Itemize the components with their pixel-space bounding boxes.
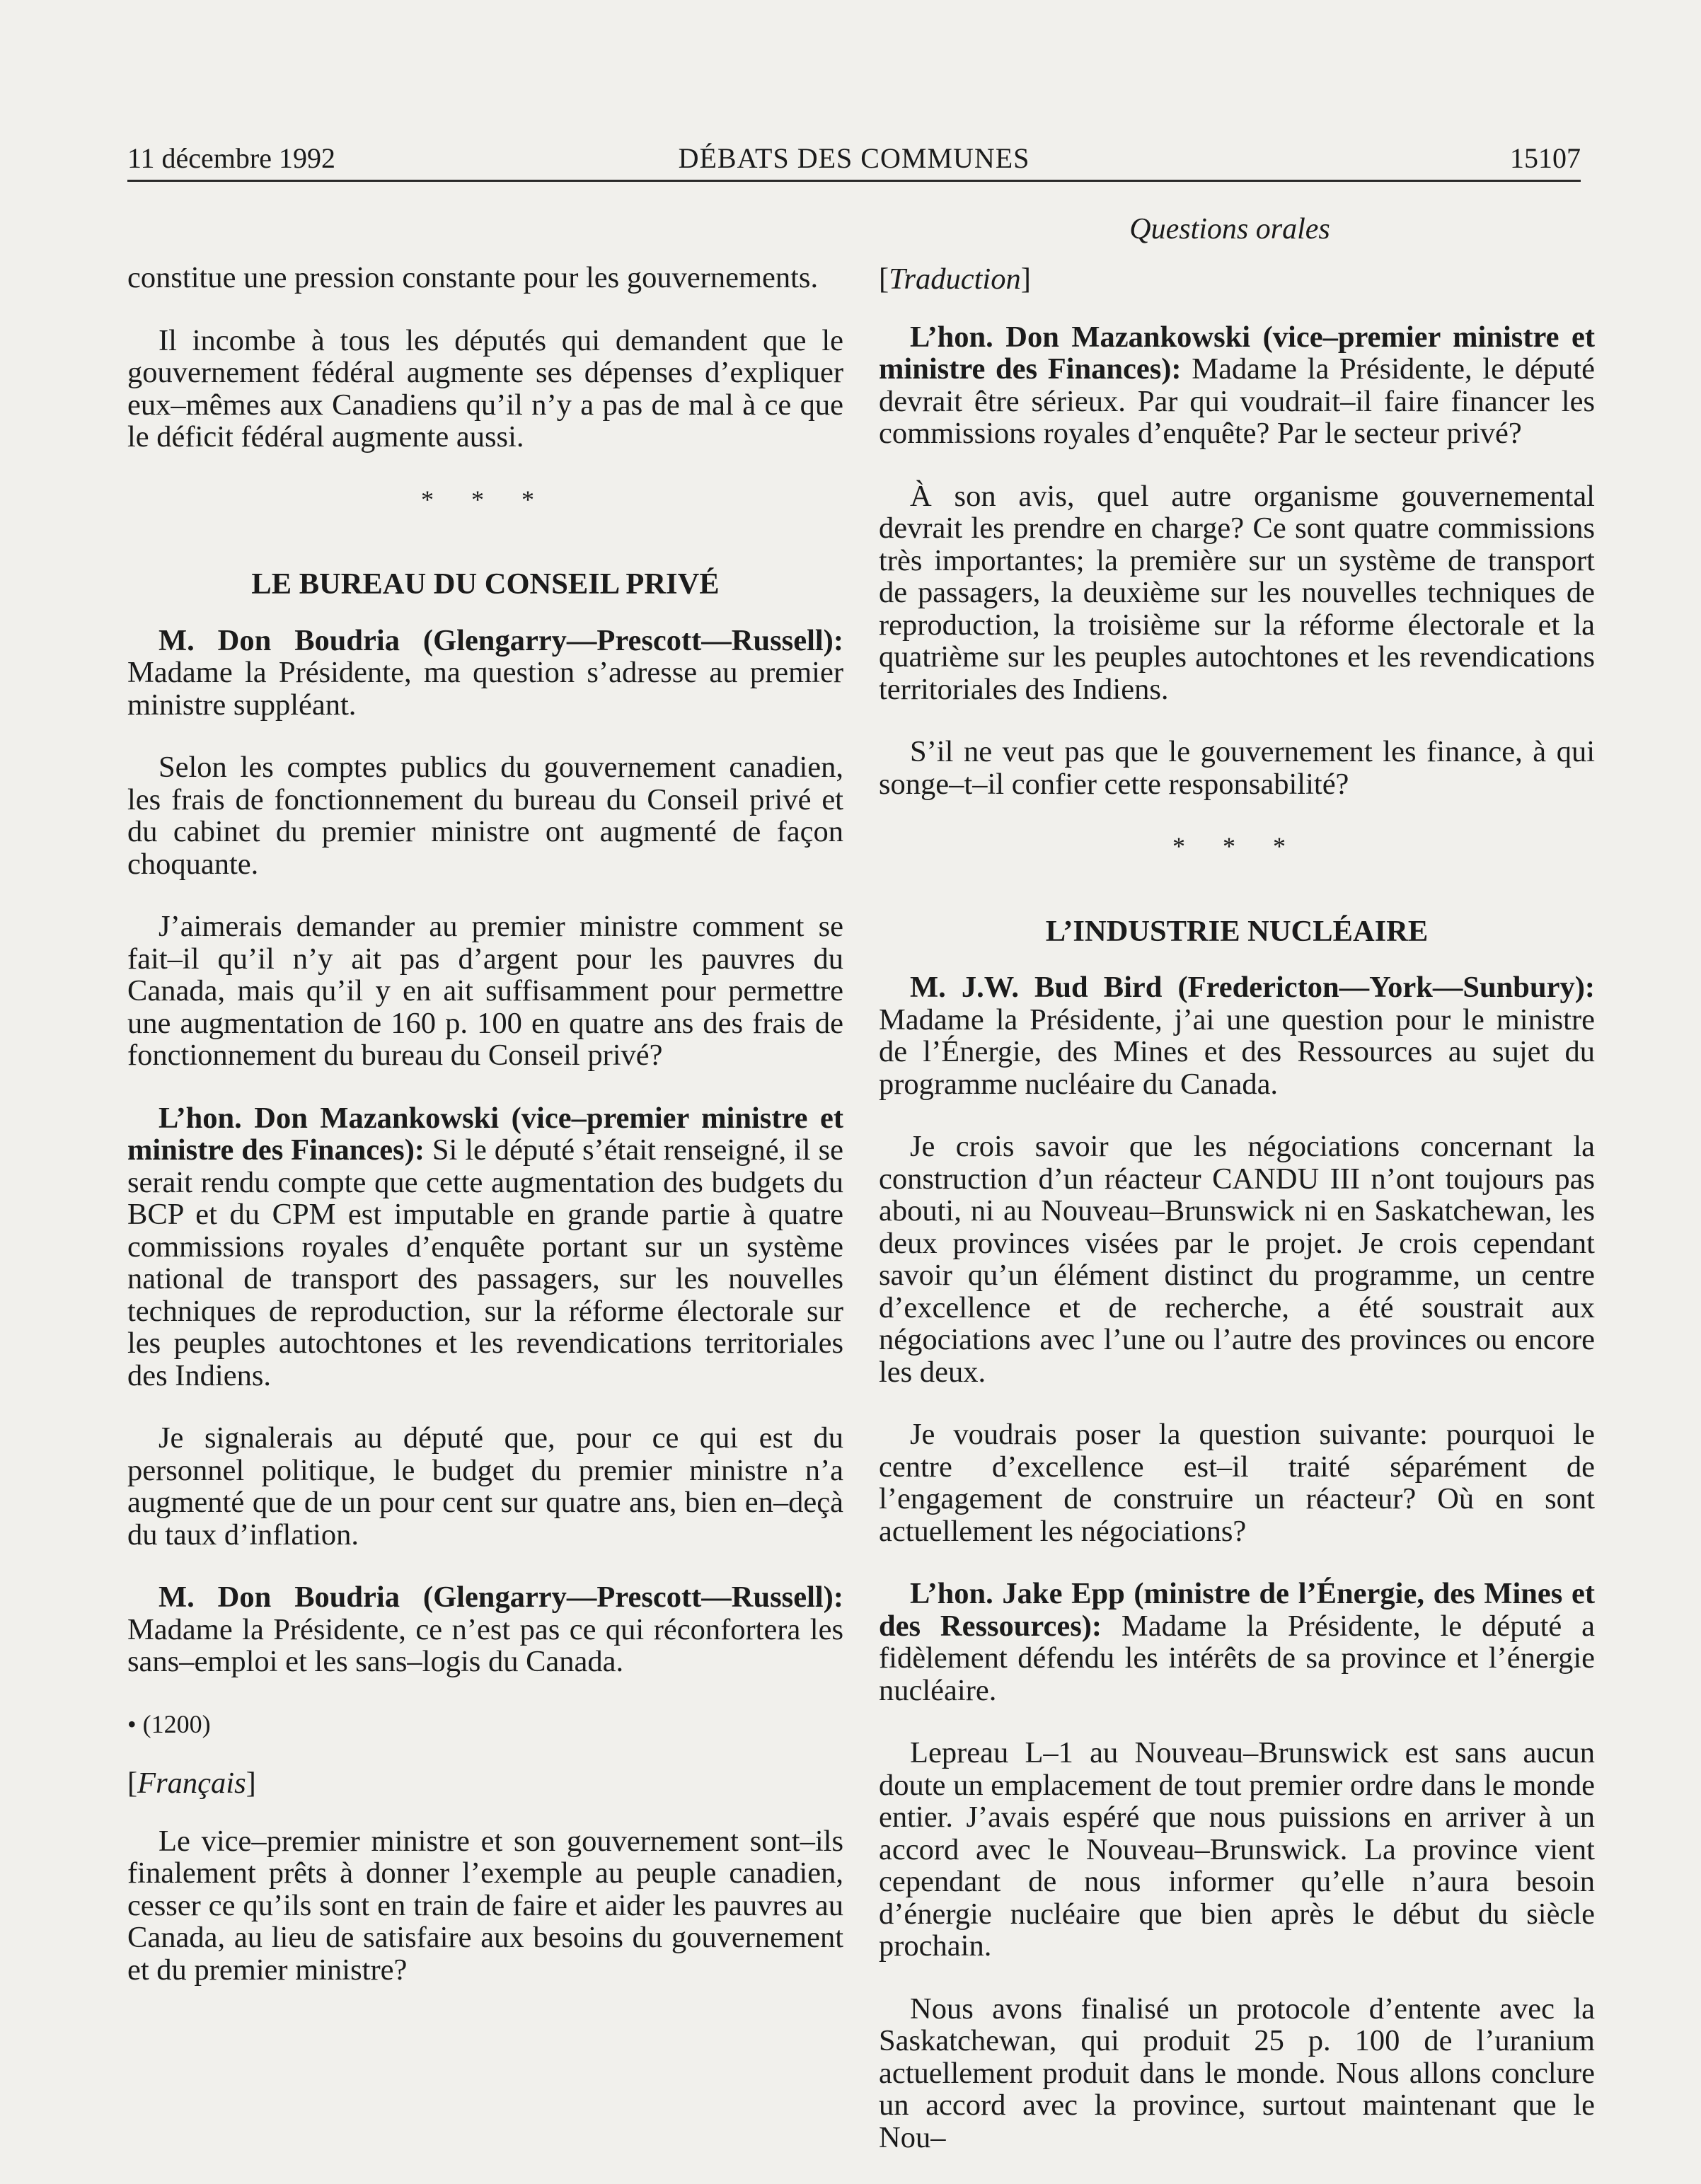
paragraph: Je crois savoir que les négociations concernant la construction d’un réacteur CANDU III n’ont toujours pas abouti, ni au Nouveau–Brunswick ni en Saskatchewan, les deux provinces visées par le projet. Je crois cependant savoir qu’un élément distinct du programme, un centre d’excellence et de recherche, a été soustrait aux négociations avec l’une ou l’autre des provinces ou encore les deux. xyxy=(879,1130,1595,1389)
paragraph: Lepreau L–1 au Nouveau–Brunswick est sans aucun doute un emplacement de tout premier ordre dans le monde entier. J’avais espéré que nous puissions en arriver à un accord avec le Nouveau–Brunswick. La province vient cependant de nous informer qu’elle n’aura besoin d’énergie nucléaire que bien après le début du siècle prochain. xyxy=(879,1736,1595,1963)
header-journal-title: DÉBATS DES COMMUNES xyxy=(678,142,1030,174)
speaker-name: M. Don Boudria (Glengarry—Prescott—Russell): xyxy=(158,1581,843,1614)
language-label: Traduction xyxy=(889,262,1021,296)
paragraph: Je voudrais poser la question suivante: pourquoi le centre d’excellence est–il traité séparément de l’engagement de construire un réacteur? Où en sont actuellement les négociations? xyxy=(879,1418,1595,1548)
header-rule xyxy=(127,180,1581,182)
speech-paragraph xyxy=(879,1578,1595,1706)
paragraph: constitue une pression constante pour les gouvernements. xyxy=(127,261,819,294)
paragraph: Selon les comptes publics du gouvernement canadien, les frais de fonctionnement du bureau du Conseil privé et du cabinet du premier ministre ont augmenté de façon choquante. xyxy=(127,751,843,881)
paragraph: Je signalerais au député que, pour ce qui est du personnel politique, le budget du premier ministre n’a augmenté que de un pour cent sur quatre ans, bien en–deçà du taux d’inflation. xyxy=(127,1421,843,1552)
right-column xyxy=(879,263,1595,2184)
paragraph: Il incombe à tous les députés qui demandent que le gouvernement fédéral augmente ses dépenses d’expliquer eux–mêmes aux Canadiens qu’il n’y a pas de mal à ce que le déficit fédéral augmente aussi. xyxy=(127,323,843,453)
paragraph: Le vice–premier ministre et son gouvernement sont–ils finalement prêts à donner l’exemple au peuple canadien, cesser ce qu’ils sont en train de faire et aider les pauvres au Canada, au lieu de satisfaire aux besoins du gouvernement et du premier ministre? xyxy=(127,1824,843,1987)
left-column xyxy=(127,262,843,2016)
speech-text: Madame la Présidente, le député a fidèlement défendu les intérêts de sa province et l’énergie nucléaire. xyxy=(879,1609,1595,1707)
speech-paragraph xyxy=(127,1581,843,1678)
speech-text: Madame la Présidente, le député devrait être sérieux. Par qui voudrait–il faire financer les commissions royales d’enquête? Par le secteur privé? xyxy=(879,352,1595,450)
speech-paragraph xyxy=(879,321,1595,450)
speaker-name: M. Don Boudria (Glengarry—Prescott—Russell): xyxy=(158,623,843,657)
paragraph: J’aimerais demander au premier ministre comment se fait–il qu’il n’y ait pas d’argent pour les pauvres du Canada, mais qu’il y en ait suffisamment pour permettre une augmentation de 160 p. 100 en quatre ans des frais de fonctionnement du bureau du Conseil privé? xyxy=(127,910,843,1072)
language-marker: [Traduction] xyxy=(879,262,1031,296)
speaker-name: L’hon. Jake Epp (ministre de l’Énergie, des Mines et des Ressources): xyxy=(879,1577,1595,1643)
language-marker: [Français] xyxy=(127,1767,256,1800)
section-heading: LE BUREAU DU CONSEIL PRIVÉ xyxy=(251,567,720,601)
section-separator: * * * xyxy=(421,485,550,514)
speech-text: Si le député s’était renseigné, il se serait rendu compte que cette augmentation des budgets du BCP et du CPM est imputable en grande partie à quatre commissions royales d’enquête portant sur un système national de transport des passagers, sur les nouvelles techniques de reproduction, sur la réforme électorale sur les peuples autochtones et les revendications territoriales des Indiens. xyxy=(127,1133,843,1392)
speech-text: Madame la Présidente, ma question s’adresse au premier ministre suppléant. xyxy=(127,656,843,722)
speaker-name: L’hon. Don Mazankowski (vice–premier ministre et ministre des Finances): xyxy=(879,320,1595,386)
section-heading: L’INDUSTRIE NUCLÉAIRE xyxy=(1045,914,1429,948)
page-header xyxy=(127,139,1581,178)
speaker-name: M. J.W. Bud Bird (Fredericton—York—Sunbury): xyxy=(910,971,1595,1004)
paragraph: S’il ne veut pas que le gouvernement les finance, à qui songe–t–il confier cette responsabilité? xyxy=(879,735,1595,801)
timestamp: • (1200) xyxy=(127,1709,211,1738)
header-page-number: 15107 xyxy=(1510,142,1581,174)
speaker-name: L’hon. Don Mazankowski (vice–premier ministre et ministre des Finances): xyxy=(127,1101,843,1167)
speech-text: Madame la Présidente, ce n’est pas ce qui réconfortera les sans–emploi et les sans–logis du Canada. xyxy=(127,1612,843,1678)
speech-text: Madame la Présidente, j’ai une question pour le ministre de l’Énergie, des Mines et des Ressources au sujet du programme nucléaire du Canada. xyxy=(879,1003,1595,1101)
paragraph: Nous avons finalisé un protocole d’entente avec la Saskatchewan, qui produit 25 p. 100 de l’uranium actuellement produit dans le monde. Nous allons conclure un accord avec la province, surtout maintenant que le Nou– xyxy=(879,1992,1595,2154)
running-head: Questions orales xyxy=(1129,213,1330,245)
section-separator: * * * xyxy=(1172,832,1301,860)
paragraph: À son avis, quel autre organisme gouvernemental devrait les prendre en charge? Ce sont quatre commissions très importantes; la première sur un système de transport de passagers, la deuxième sur les nouvelles techniques de reproduction, la troisième sur la réforme électorale et la quatrième sur les peuples autochtones et les revendications territoriales des Indiens. xyxy=(879,479,1595,706)
header-date: 11 décembre 1992 xyxy=(127,142,335,174)
speech-paragraph xyxy=(127,625,843,722)
speech-paragraph xyxy=(127,1102,843,1392)
language-label: Français xyxy=(137,1767,246,1800)
speech-paragraph xyxy=(879,971,1595,1100)
